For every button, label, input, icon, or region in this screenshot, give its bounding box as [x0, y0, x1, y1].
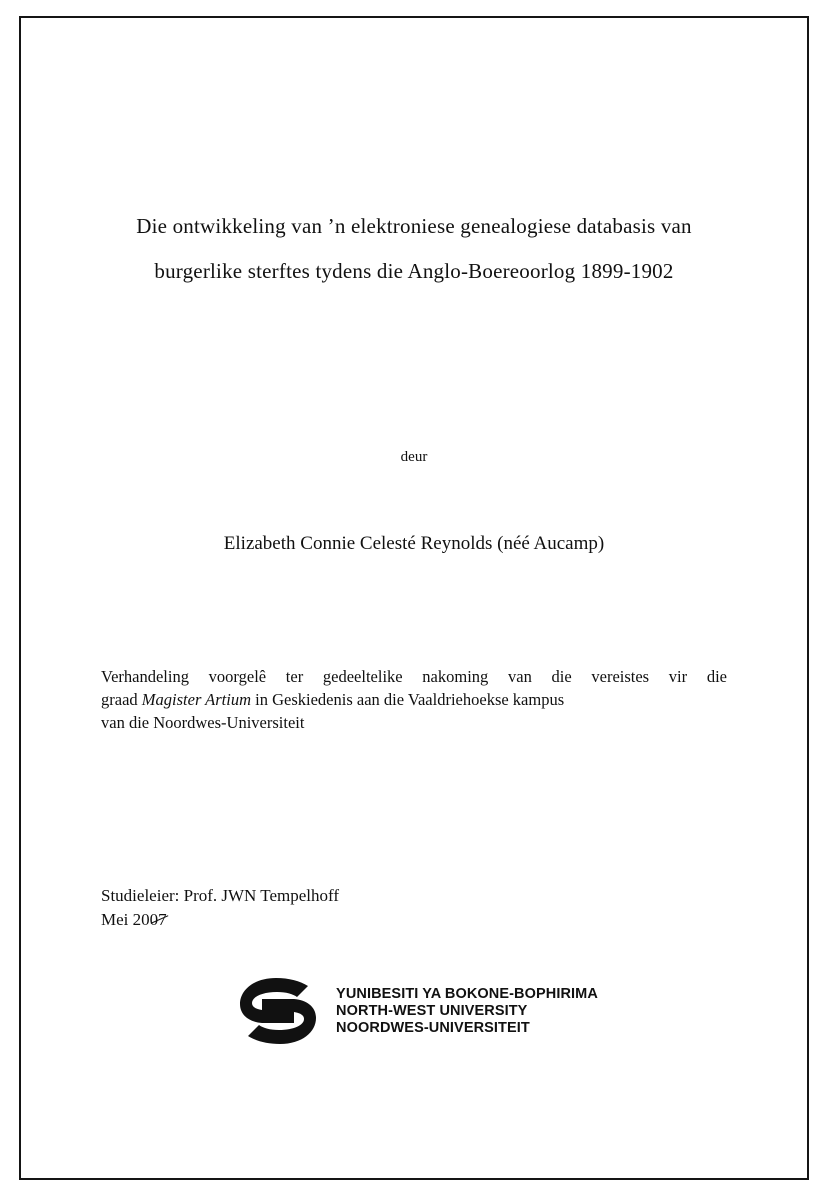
supervisor-block: [101, 884, 727, 932]
degree-statement-line-2-suffix: in Geskiedenis aan die Vaaldriehoekse kampus: [251, 690, 565, 709]
university-logo-text: [336, 986, 598, 1037]
page-title: [101, 204, 727, 294]
page-border: [19, 16, 809, 1180]
title-line-2: burgerlike sterftes tydens die Anglo-Boereoorlog 1899-1902: [154, 259, 674, 283]
degree-statement-line-2: [101, 688, 727, 711]
date-value: Mei 2007: [101, 908, 167, 932]
title-page: [21, 18, 807, 1178]
degree-statement-line-2-prefix: graad: [101, 690, 142, 709]
supervisor-line: Studieleier: Prof. JWN Tempelhoff: [101, 886, 340, 905]
date-line: [101, 908, 727, 932]
degree-statement-line-1: Verhandeling voorgelê ter gedeeltelike nakoming van die vereistes vir die: [101, 667, 727, 686]
logo-text-line-2: NORTH-WEST UNIVERSITY: [336, 1002, 528, 1019]
author-name: Elizabeth Connie Celesté Reynolds (néé Aucamp): [223, 533, 605, 554]
logo-text-line-1: YUNIBESITI YA BOKONE-BOPHIRIMA: [336, 985, 598, 1002]
title-line-1: Die ontwikkeling van ’n elektroniese genealogiese databasis van: [136, 214, 692, 238]
north-west-university-logo-icon: [230, 974, 326, 1048]
degree-statement-line-3: van die Noordwes-Universiteit: [101, 713, 305, 732]
degree-name-italic: Magister Artium: [141, 690, 252, 709]
logo-text-line-3: NOORDWES-UNIVERSITEIT: [336, 1019, 530, 1036]
by-label: deur: [400, 449, 428, 465]
degree-statement: [101, 665, 727, 734]
university-logo: [101, 974, 727, 1048]
